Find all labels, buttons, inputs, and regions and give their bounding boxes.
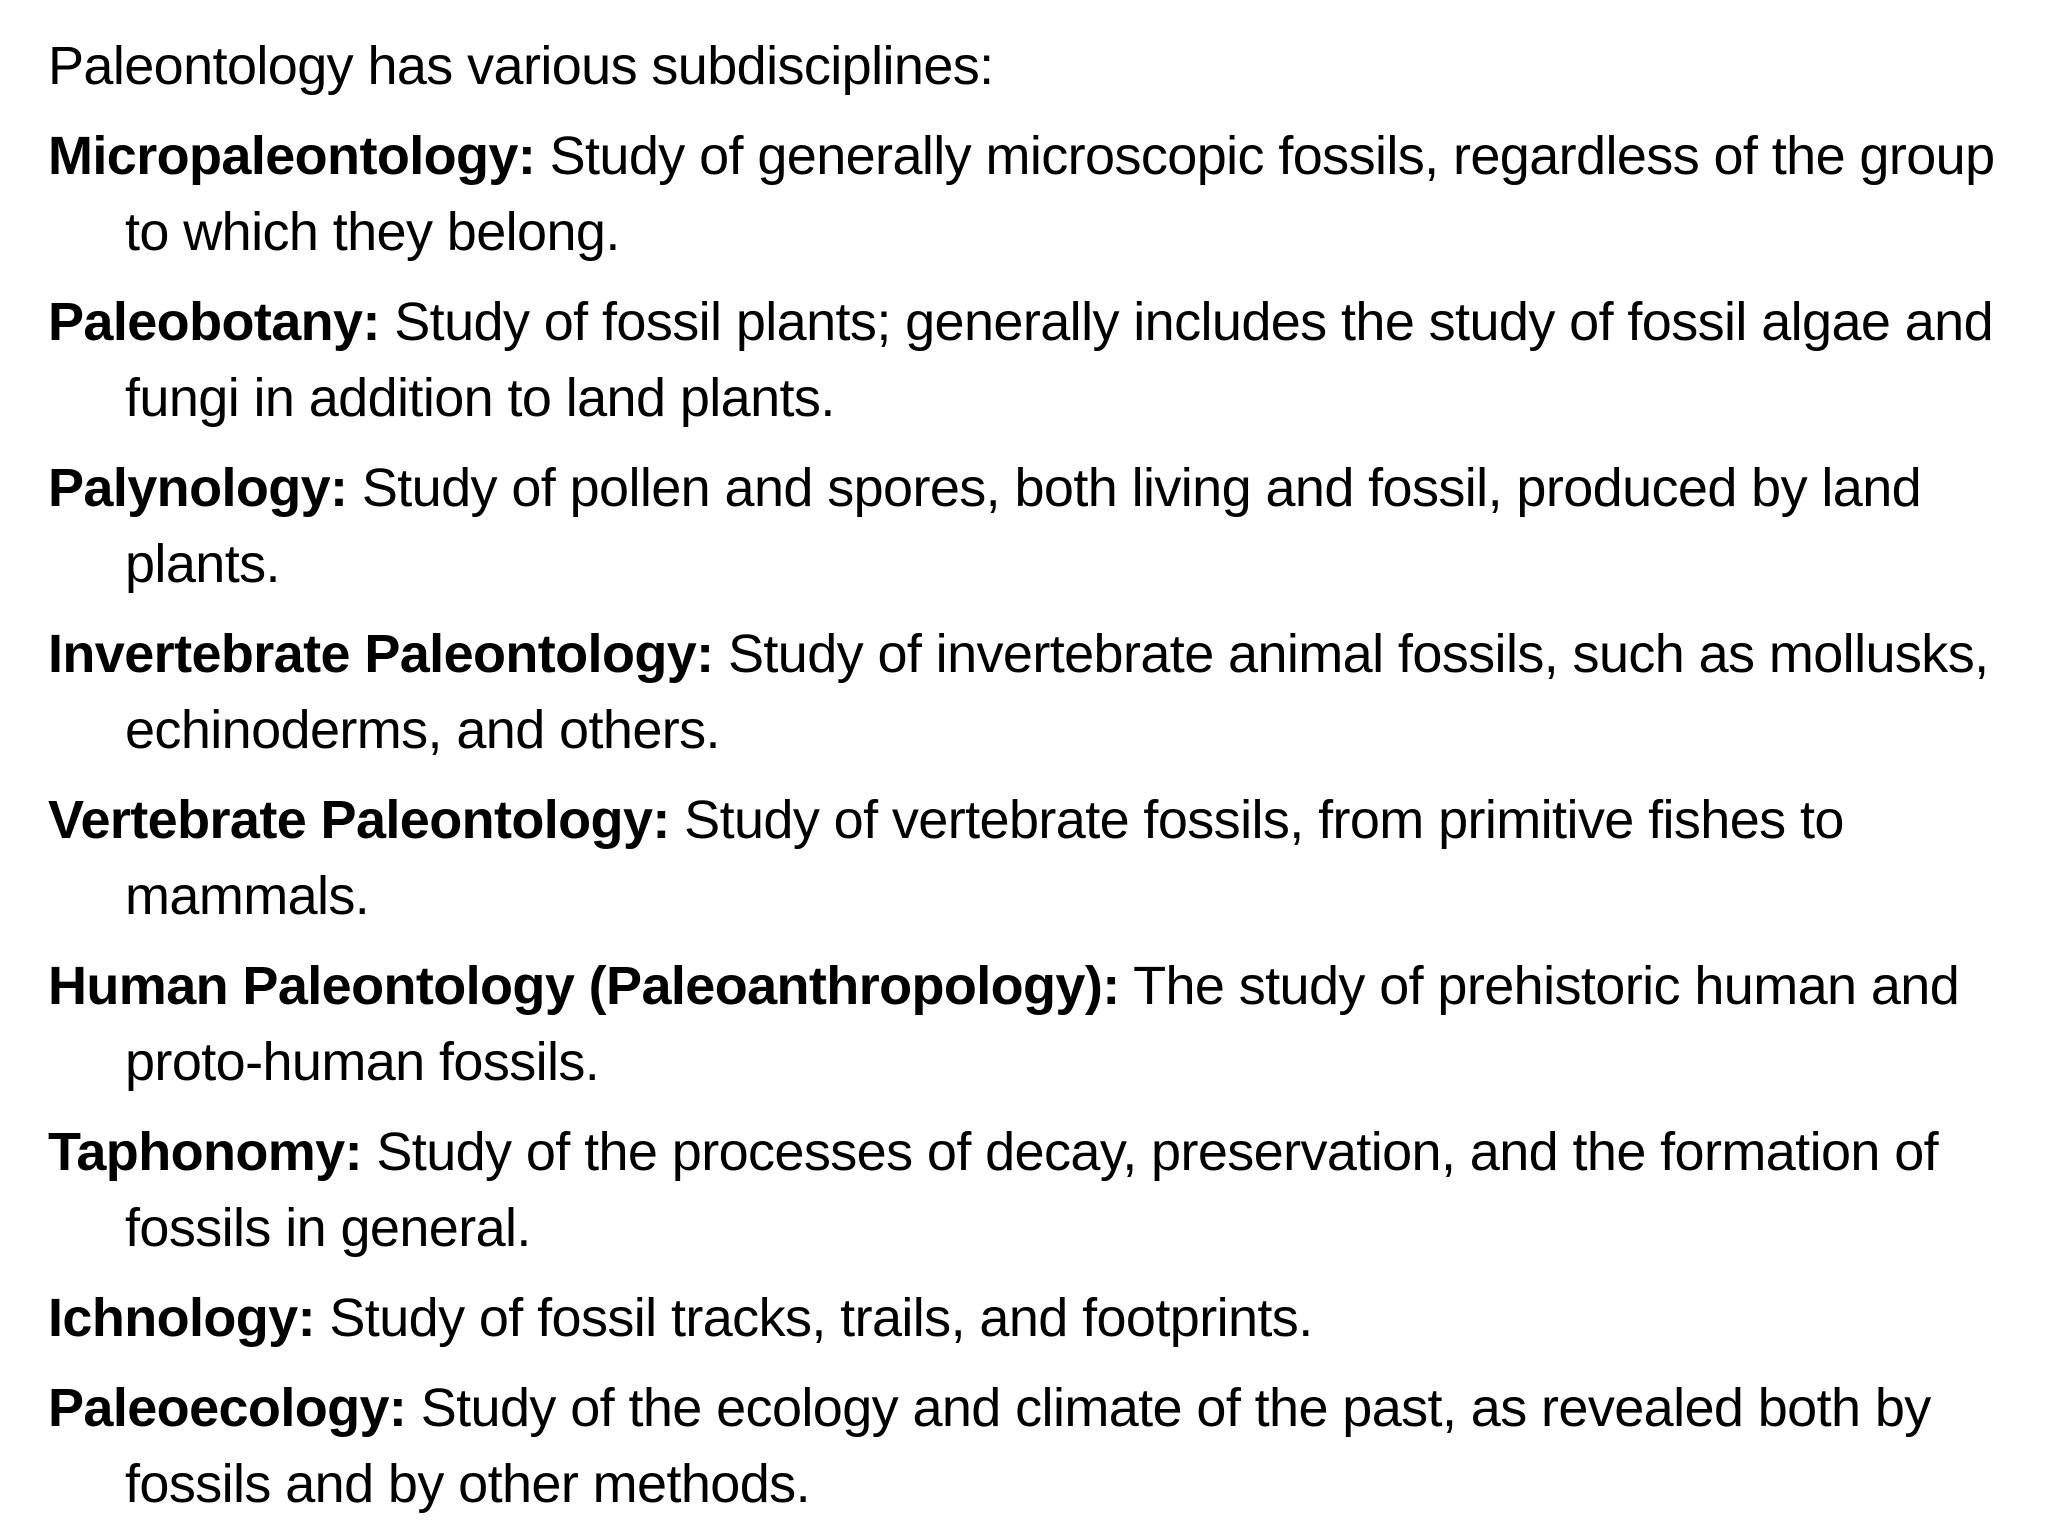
definition-micropaleontology [48, 118, 2028, 270]
definition-taphonomy [48, 1114, 2028, 1266]
definition-vertebrate-paleontology [48, 782, 2028, 934]
term-label: Micropaleontology: [48, 126, 536, 186]
term-description: The study of prehistoric human and proto-human fossils. [125, 956, 1960, 1092]
term-label: Vertebrate Paleontology: [48, 790, 670, 850]
term-label: Human Paleontology (Paleoanthropology): [48, 956, 1120, 1016]
term-label: Palynology: [48, 458, 348, 518]
term-label: Taphonomy: [48, 1122, 362, 1182]
definition-palynology [48, 450, 2028, 602]
term-description: Study of the processes of decay, preservation, and the formation of fossils in general. [125, 1122, 1939, 1258]
term-label: Paleobotany: [48, 292, 380, 352]
term-description: Study of generally microscopic fossils, regardless of the group to which they belong. [125, 126, 1995, 262]
term-description: Study of vertebrate fossils, from primitive fishes to mammals. [125, 790, 1844, 926]
term-description: Study of fossil plants; generally includes the study of fossil algae and fungi in addition to land plants. [125, 292, 1994, 428]
term-label: Invertebrate Paleontology: [48, 624, 714, 684]
definition-ichnology [48, 1280, 2028, 1356]
term-description: Study of pollen and spores, both living and fossil, produced by land plants. [125, 458, 1922, 594]
definition-human-paleontology [48, 948, 2028, 1100]
term-label: Ichnology: [48, 1288, 315, 1348]
slide-content [48, 28, 2028, 1536]
term-label: Paleoecology: [48, 1378, 407, 1438]
term-description: Study of fossil tracks, trails, and footprints. [314, 1288, 1313, 1348]
intro-text: Paleontology has various subdisciplines: [48, 36, 994, 96]
definition-paleobotany [48, 284, 2028, 436]
definition-paleoecology [48, 1370, 2028, 1522]
definition-invertebrate-paleontology [48, 616, 2028, 768]
term-description: Study of invertebrate animal fossils, such as mollusks, echinoderms, and others. [125, 624, 1989, 760]
term-description: Study of the ecology and climate of the past, as revealed both by fossils and by other methods. [125, 1378, 1931, 1514]
